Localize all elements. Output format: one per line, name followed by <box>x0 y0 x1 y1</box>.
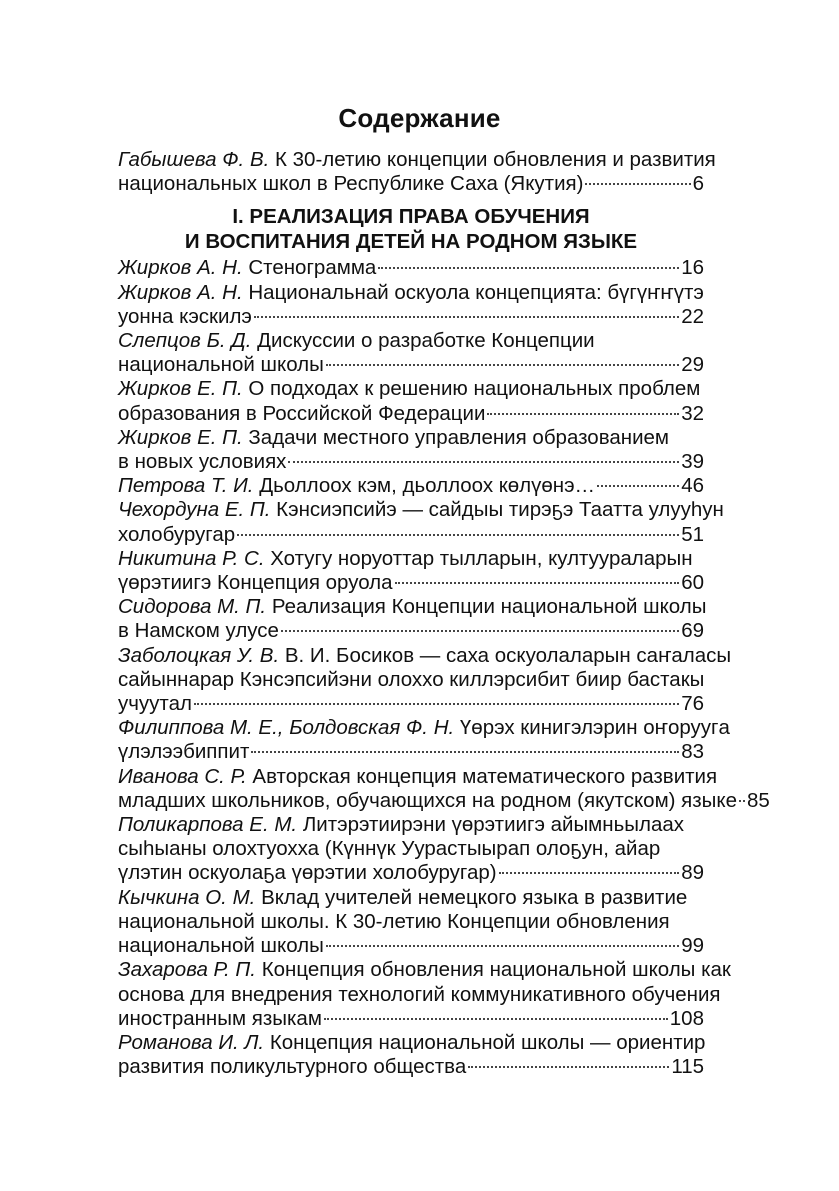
entry-title-text: Петрова Т. И. Дьоллоох кэм, дьоллоох көлүөнэ… <box>118 474 596 498</box>
entry-title-line: Иванова С. Р. Авторская концепция математического развития <box>118 764 718 788</box>
dot-leader <box>281 630 679 632</box>
entry-author: Петрова Т. И. <box>118 474 254 498</box>
entry-title-line: Поликарпова Е. М. Литэрэтиирэни үөрэтиигэ айымньылаах <box>118 813 685 837</box>
entry-author: Филиппова М. Е., Болдовская Ф. Н. <box>118 716 455 740</box>
toc-entry <box>118 281 704 329</box>
dot-leader <box>739 800 745 802</box>
entry-title-line: Филиппова М. Е., Болдовская Ф. Н. Үөрэх кинигэлэрин оҥоруугa <box>118 716 730 740</box>
entry-author: Романова И. Л. <box>118 1030 265 1054</box>
dot-leader <box>254 316 679 318</box>
entry-last-line <box>118 172 704 196</box>
entry-page-number: 6 <box>692 172 704 196</box>
dot-leader <box>597 485 679 487</box>
entry-title-text: в новых условиях <box>118 450 287 474</box>
dot-leader <box>395 582 680 584</box>
entry-author: Поликарпова Е. М. <box>118 813 298 837</box>
toc-entry <box>118 716 730 764</box>
toc-entry <box>118 643 732 717</box>
entry-title-line: Слепцов Б. Д. Дискуссии о разработке Концепции <box>118 329 595 353</box>
entry-page-number: 89 <box>681 861 704 885</box>
entry-last-line <box>118 450 704 474</box>
entry-author: Иванова С. Р. <box>118 764 247 788</box>
entry-page-number: 51 <box>681 522 704 546</box>
entry-author: Никитина Р. С. <box>118 546 265 570</box>
entry-title-line: Жирков Е. П. Задачи местного управления образованием <box>118 425 670 449</box>
toc-entry <box>118 377 704 425</box>
entry-title-line: Жирков А. Н. Национальнай оскуола концепцията: бүгүҥҥүтэ <box>118 280 704 304</box>
section-heading <box>118 205 704 254</box>
entry-page-number: 99 <box>681 934 704 958</box>
entry-last-line <box>118 1007 704 1031</box>
entry-title-text: национальной школы <box>118 353 324 377</box>
entry-title-line: Заболоцкая У. В. В. И. Босиков — саха оскуолаларын саҥаласы <box>118 643 732 667</box>
dot-leader <box>487 413 679 415</box>
entry-page-number: 16 <box>681 256 704 280</box>
entry-last-line <box>118 256 704 280</box>
entry-author: Чехордуна Е. П. <box>118 498 271 522</box>
toc-entry <box>118 474 704 498</box>
entry-author: Захарова Р. П. <box>118 958 256 982</box>
toc-entry <box>118 886 704 959</box>
toc-title: Содержание <box>338 103 501 133</box>
entry-title-line: Никитина Р. С. Хотугу норуоттар тылларын, култуураларын <box>118 546 693 570</box>
dot-leader <box>326 945 679 947</box>
entry-author: Габышева Ф. В. <box>118 148 270 171</box>
entry-author: Сидорова М. П. <box>118 595 267 619</box>
entry-title-text: младших школьников, обучающихся на родном (якутском) языке <box>118 788 738 812</box>
entry-page-number: 32 <box>681 401 704 425</box>
toc-entry <box>118 1031 704 1079</box>
dot-leader <box>237 534 679 536</box>
entry-author: Жирков Е. П. <box>118 425 243 449</box>
toc-entry <box>118 764 770 813</box>
entry-title-line: Кычкина О. М. Вклад учителей немецкого языка в развитие <box>118 885 688 909</box>
toc-entry <box>118 498 724 546</box>
dot-leader <box>324 1018 668 1020</box>
entry-page-number: 85 <box>747 788 770 812</box>
entry-page-number: 29 <box>681 353 704 377</box>
entry-title-text: иностранным языкам <box>118 1006 322 1030</box>
toc-entry <box>118 958 731 1031</box>
entry-author: Заболоцкая У. В. <box>118 643 280 667</box>
entry-title-text: үөрэтиигэ Концепция оруола <box>118 571 393 595</box>
entry-last-line <box>118 474 704 498</box>
dot-leader <box>326 364 679 366</box>
dot-leader <box>378 267 679 269</box>
entry-page-number: 115 <box>671 1055 704 1079</box>
entry-page-number: 76 <box>681 692 704 716</box>
entry-last-line <box>118 571 704 595</box>
entry-title-text: уонна кэскилэ <box>118 304 252 328</box>
toc-entry <box>118 547 704 595</box>
table-of-contents <box>118 148 770 1079</box>
entry-title-line: Сидорова М. П. Реализация Концепции национальной школы <box>118 595 707 619</box>
entry-title-text: в Намском улусе <box>118 619 279 643</box>
toc-entry <box>118 329 704 377</box>
entry-last-line <box>118 740 704 764</box>
entry-page-number: 83 <box>681 740 704 764</box>
entry-author: Жирков А. Н. <box>118 256 243 280</box>
entry-title-line: Габышева Ф. В. К 30-летию концепции обновления и развития <box>118 148 716 171</box>
entry-title-text: учуутал <box>118 692 192 716</box>
entry-last-line <box>118 788 770 813</box>
entry-last-line <box>118 692 704 716</box>
toc-entry <box>118 426 704 474</box>
entry-last-line <box>118 861 704 885</box>
entry-author: Жирков А. Н. <box>118 280 243 304</box>
entry-title-text: национальной школы <box>118 934 324 958</box>
dot-leader <box>288 461 679 463</box>
entry-last-line <box>118 402 704 426</box>
entry-title-line: Захарова Р. П. Концепция обновления национальной школы как <box>118 958 731 982</box>
toc-entry <box>118 148 716 196</box>
entry-title-text: национальных школ в Республике Саха (Якутия) <box>118 172 584 196</box>
entry-author: Кычкина О. М. <box>118 885 256 909</box>
entry-last-line <box>118 353 704 377</box>
entry-last-line <box>118 1055 704 1079</box>
entry-title-line: сыһыаны олохтуохха (Күннүк Уурастыырап олоҕун, айар <box>118 837 661 861</box>
entry-title-line: основа для внедрения технологий коммуникативного обучения <box>118 982 721 1006</box>
entry-title-line: Чехордуна Е. П. Кэнсиэпсийэ — сайдыы тирэҕэ Таатта улууһун <box>118 498 724 522</box>
entry-last-line <box>118 934 704 958</box>
entry-title-text: үлэлээбиппит <box>118 740 250 764</box>
entry-title-text: развития поликультурного общества <box>118 1055 467 1079</box>
entry-title-text: холобуругар <box>118 522 236 546</box>
dot-leader <box>468 1066 669 1068</box>
entry-page-number: 108 <box>669 1006 704 1030</box>
toc-entry <box>118 595 707 643</box>
section-heading-line-2: И ВОСПИТАНИЯ ДЕТЕЙ НА РОДНОМ ЯЗЫКЕ <box>184 229 638 253</box>
entry-page-number: 46 <box>681 474 704 498</box>
entry-title-line: сайыннарар Кэнсэпсийэни олоххо киллэрсибит биир бастакы <box>118 667 705 691</box>
section-heading-line-1: I. РЕАЛИЗАЦИЯ ПРАВА ОБУЧЕНИЯ <box>232 205 590 229</box>
entry-title-line: национальной школы. К 30-летию Концепции обновления <box>118 909 670 933</box>
dot-leader <box>194 703 679 705</box>
entry-author: Жирков Е. П. <box>118 377 243 401</box>
entry-last-line <box>118 305 704 329</box>
dot-leader <box>251 751 679 753</box>
entry-author: Слепцов Б. Д. <box>118 329 252 353</box>
entry-title-text: үлэтин оскуолаҕа үөрэтии холобуругар) <box>118 861 497 885</box>
entry-title-text: образования в Российской Федерации <box>118 401 486 425</box>
entry-page-number: 39 <box>681 450 704 474</box>
dot-leader <box>499 872 680 874</box>
entry-last-line <box>118 523 704 547</box>
entry-title-line: Жирков Е. П. О подходах к решению национальных проблем <box>118 377 701 401</box>
toc-entry <box>118 256 704 280</box>
entry-title-line: Романова И. Л. Концепция национальной школы — ориентир <box>118 1030 706 1054</box>
entry-page-number: 60 <box>681 571 704 595</box>
toc-entry <box>118 813 704 886</box>
dot-leader <box>585 183 690 185</box>
entry-page-number: 22 <box>681 304 704 328</box>
entry-last-line <box>118 619 704 643</box>
entry-title-text: Жирков А. Н. Стенограмма <box>118 256 377 280</box>
entry-page-number: 69 <box>681 619 704 643</box>
